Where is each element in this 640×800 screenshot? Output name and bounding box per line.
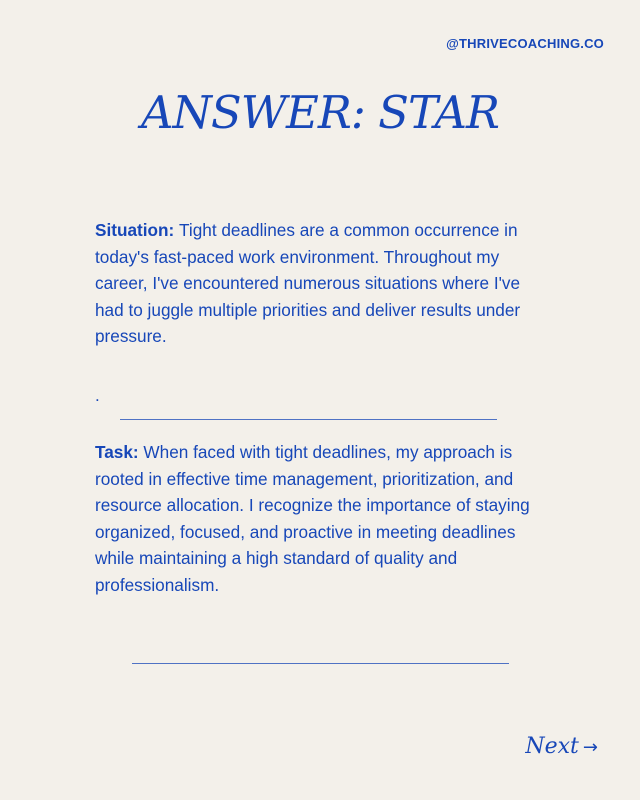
brand-handle: @THRIVECOACHING.CO — [446, 36, 604, 51]
situation-text: Tight deadlines are a common occurrence in today's fast-paced work environment. Throughout my career, I've encountered numerous situations where I've had to juggle multiple priorities and deliver results under pressure. — [95, 220, 521, 346]
task-paragraph — [95, 439, 550, 598]
next-label: Next — [525, 734, 579, 759]
arrow-right-icon: → — [582, 737, 598, 758]
stray-dot: . — [95, 386, 100, 405]
situation-paragraph — [95, 217, 550, 350]
task-text: When faced with tight deadlines, my approach is rooted in effective time management, prioritization, and resource allocation. I recognize the importance of staying organized, focused, and proactive in meeting deadlines while maintaining a high standard of quality and professionalism. — [95, 442, 530, 595]
next-button[interactable] — [525, 734, 598, 759]
divider — [120, 419, 497, 420]
situation-label: Situation: — [95, 220, 180, 240]
task-label: Task: — [95, 442, 144, 462]
divider — [132, 663, 509, 664]
page-title: ANSWER: STAR — [141, 86, 499, 139]
